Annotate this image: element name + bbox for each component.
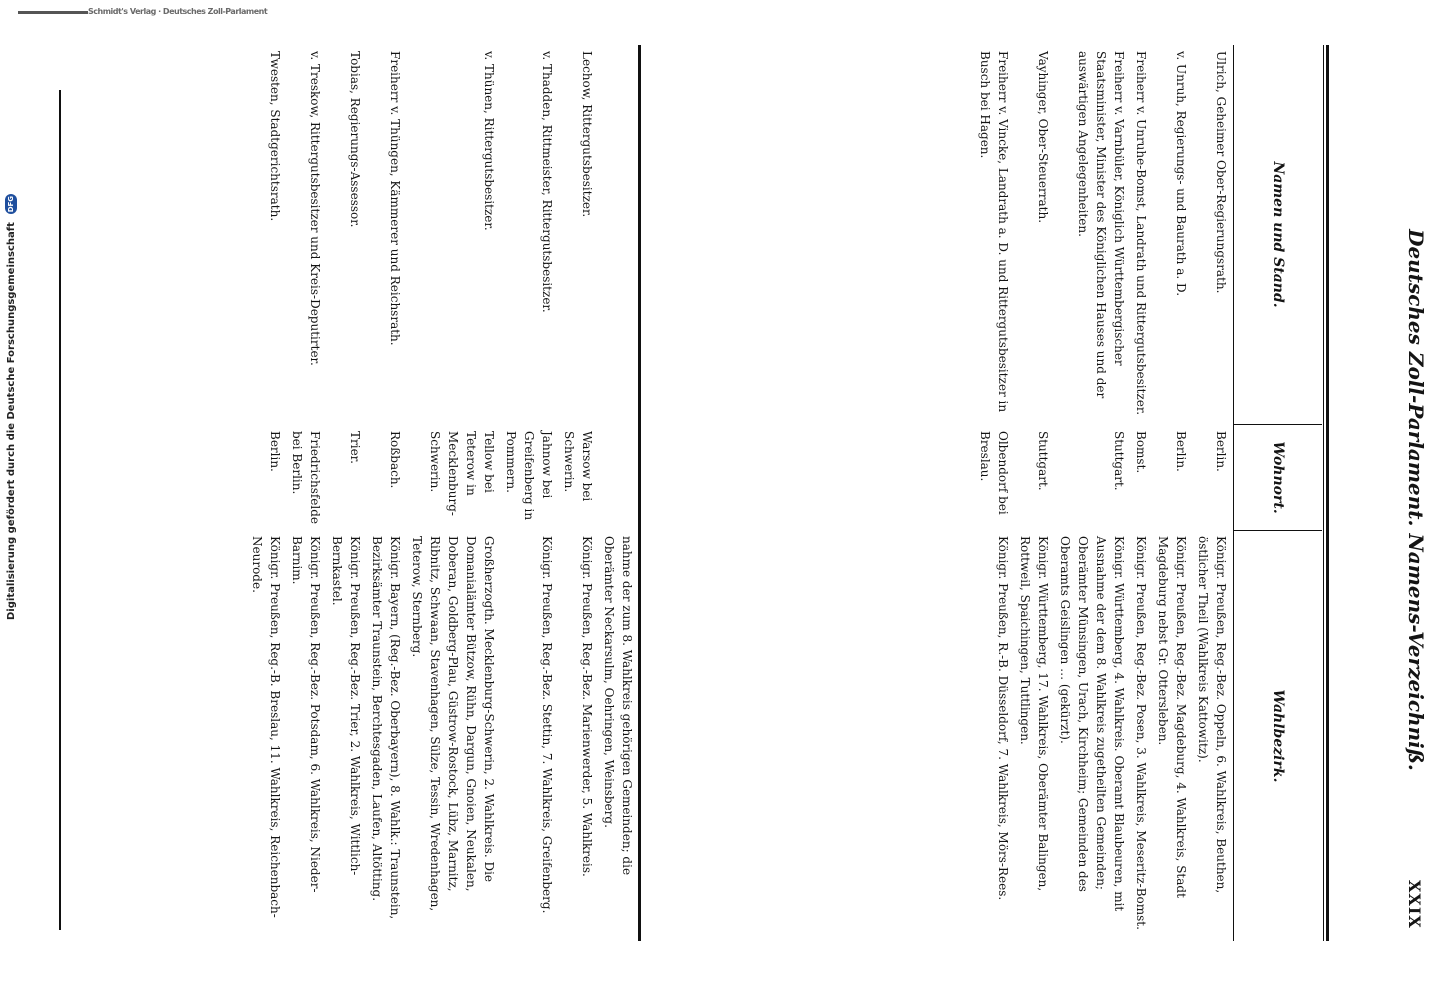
entry-wahlbezirk: Großherzogth. Mecklenburg-Schwerin, 2. Wahlkreis. Die Domanialämter Bützow, Rühn, Dargun, Gnoien, Neukalen, Doberan, Goldberg-Plau, Güstrow-Rostock, Lübz, Marnitz, Ribnitz, Schwaan, Stavenhagen, Sülze, Tessin, Wredenhagen, Teterow, Sternberg.: [410, 536, 496, 912]
table-row: [368, 45, 404, 941]
table-row: [1016, 45, 1052, 941]
table-row: [1194, 45, 1230, 941]
table-row: [408, 45, 498, 941]
entry-name: Twesten, Stadtgerichtsrath.: [268, 51, 282, 222]
entry-name: v. Thünen, Rittergutsbesitzer.: [482, 51, 496, 231]
column-headers: [1233, 45, 1322, 941]
entry-wohnort: Tellow bei Teterow in Mecklenburg-Schwerin.: [428, 431, 496, 516]
entry-list: [972, 45, 1230, 941]
entry-wahlbezirk: Königr. Württemberg, 17. Wahlkreis, Oberämter Balingen, Rottweil, Spaichingen, Tuttlingen.: [1018, 536, 1050, 892]
entry-wahlbezirk: Königr. Preußen, Reg.-Bez. Stettin, 7. Wahlkreis, Greifenberg.: [540, 536, 554, 914]
entry-wohnort: Berlin.: [1214, 431, 1228, 472]
entry-name: Freiherr v. Thüngen, Kämmerer und Reichsrath.: [388, 51, 402, 346]
table-row: [248, 45, 284, 941]
entry-list: [244, 45, 636, 941]
table-row: [600, 45, 636, 941]
entry-name: Vayhinger, Ober-Steuerrath.: [1036, 51, 1050, 224]
entry-wohnort: Friedrichsfelde bei Berlin.: [290, 431, 322, 525]
entry-wahlbezirk: Königr. Preußen, Reg.-Bez. Trier, 2. Wahlkreis, Wittlich-Bernkastel.: [330, 536, 362, 876]
top-rule-thin: [1323, 45, 1324, 941]
header-name-stand: Namen und Stand.: [1234, 45, 1322, 425]
rotated-page: [46, 0, 1446, 1000]
entry-wahlbezirk: Königr. Preußen, Reg.-Bez. Oppeln, 6. Wahlkreis, Beuthen, östlicher Theil (Wahlkreis Kattowitz).: [1196, 536, 1228, 894]
entry-name: Ulrich, Geheimer Ober-Regierungsrath.: [1214, 51, 1228, 294]
header-wohnort: Wohnort.: [1234, 425, 1322, 531]
entry-name: v. Unruh, Regierungs- und Baurath a. D.: [1174, 51, 1188, 297]
entry-wohnort: Roßbach.: [388, 431, 402, 489]
entry-wahlbezirk: nahme der zum 8. Wahlkreis gehörigen Gemeinden; die Oberämter Neckarsulm, Oehringen, Weinsberg.: [602, 536, 634, 876]
table-row: [1154, 45, 1190, 941]
page-title: Deutsches Zoll-Parlament. Namens-Verzeichniß.: [1404, 229, 1428, 771]
bottom-rule: [59, 90, 61, 930]
entry-wohnort: Stuttgart.: [1036, 431, 1050, 491]
entry-wahlbezirk: Königr. Preußen, Reg.-Bez. Potsdam, 6. Wahlkreis, Nieder-Barnim.: [290, 536, 322, 893]
table-row: [288, 45, 324, 941]
entry-name: v. Thadden, Rittmeister, Rittergutsbesitzer.: [540, 51, 554, 313]
entry-name: v. Treskow, Rittergutsbesitzer und Kreis-Deputirter.: [308, 51, 322, 366]
entry-name: Freiherr v. Varnbüler, Königlich Württembergischer Staatsminister, Minister des Königlichen Hauses und der auswärtigen Angelegenheiten.: [1076, 51, 1126, 399]
scan-edge-strip: Schmidt's Verlag · Deutsches Zoll-Parlament: [18, 6, 238, 20]
entry-name: Tobias, Regierungs-Assessor.: [348, 51, 362, 228]
entry-name: Lechow, Rittergutsbesitzer.: [580, 51, 594, 218]
dfg-credit-text: Digitalisierung gefördert durch die Deutsche Forschungsgemeinschaft: [5, 222, 17, 620]
entry-wahlbezirk: Königr. Preußen, Reg.-B. Breslau, 11. Wahlkreis, Reichenbach-Neurode.: [250, 536, 282, 918]
entry-wohnort: Olbendorf bei Breslau.: [978, 431, 1010, 515]
top-rule: [1326, 45, 1329, 941]
entry-wahlbezirk: Königr. Preußen, Reg.-Bez. Marienwerder, 5. Wahlkreis.: [580, 536, 594, 877]
half-divider: [638, 45, 641, 941]
entry-name: Freiherr v. Vincke, Landrath a. D. und Rittergutsbesitzer in Busch bei Hagen.: [978, 51, 1010, 413]
table-row: [976, 45, 1012, 941]
table-row: [1056, 45, 1128, 941]
entry-name: [600, 45, 636, 425]
entry-wohnort: Bomst.: [1134, 431, 1148, 474]
entry-wohnort: [600, 425, 636, 530]
entry-wahlbezirk: Königr. Preußen, Reg.-Bez. Posen, 3. Wahlkreis, Meseritz-Bomst.: [1134, 536, 1148, 930]
entry-wohnort: Stuttgart.: [1112, 431, 1126, 491]
entry-wahlbezirk: Königr. Bayern, (Reg.-Bez. Oberbayern), 8. Wahlk.: Traunstein, Bezirksämter Traunstein, Berchtesgaden, Laufen, Altötting.: [370, 536, 402, 920]
table-row: [1132, 45, 1150, 941]
table-row: [560, 45, 596, 941]
table-row: [502, 45, 556, 941]
page-number: XXIX: [1405, 880, 1424, 929]
dfg-logo: DFG: [7, 195, 15, 213]
entry-wohnort: Berlin.: [268, 431, 282, 472]
entry-wohnort: Warsow bei Schwerin.: [562, 431, 594, 502]
entry-wohnort: Jahnow bei Greifenberg in Pommern.: [504, 431, 554, 521]
entry-wahlbezirk: Königr. Württemberg, 4. Wahlkreis. Oberamt Blaubeuren, mit Ausnahme der dem 8. Wahlkreis zugetheilten Gemeinden; Oberämter Münsingen, Urach, Kirchheim; Gemeinden des Oberamts Geislingen … (gekürzt).: [1058, 536, 1126, 912]
digitization-footer: [0, 0, 22, 1000]
table-right-half: [644, 45, 1322, 941]
header-wahlbezirk: Wahlbezirk.: [1270, 689, 1286, 783]
entry-wohnort: Berlin.: [1174, 431, 1188, 472]
entry-wahlbezirk: Königr. Preußen, R.-B. Düsseldorf, 7. Wahlkreis, Mörs-Rees.: [996, 536, 1010, 901]
entry-wohnort: Trier.: [348, 431, 362, 464]
table-left-half: [66, 45, 636, 941]
table-row: [328, 45, 364, 941]
entry-wahlbezirk: Königr. Preußen, Reg.-Bez. Magdeburg, 4. Wahlkreis, Stadt Magdeburg nebst Gr. Ottersleben.: [1156, 536, 1188, 898]
entry-name: Freiherr v. Unruhe-Bomst, Landrath und Rittergutsbesitzer.: [1134, 51, 1148, 416]
